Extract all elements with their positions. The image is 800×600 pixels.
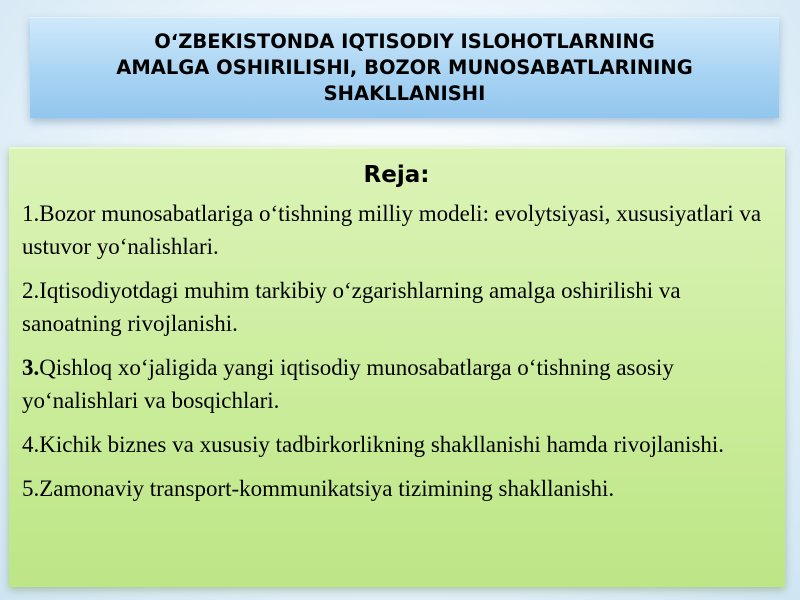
plan-item-number: 3. [22, 355, 40, 380]
plan-content-box [9, 147, 785, 587]
plan-item-1 [22, 197, 771, 263]
plan-item-2 [22, 274, 771, 340]
plan-item-text: Kichik biznes va xususiy tadbirkorlikning shakllanishi hamda rivojlanishi. [39, 432, 725, 457]
plan-item-number: 4. [22, 432, 40, 457]
plan-heading: Reja: [363, 162, 430, 188]
plan-item-text: Qishloq xoʻjaligida yangi iqtisodiy munosabatlarga oʻtishning asosiy yoʻnalishlari va bosqichlari. [22, 355, 674, 413]
plan-item-number: 5. [22, 476, 40, 501]
plan-item-number: 2. [22, 278, 40, 303]
slide-title-box [30, 17, 779, 118]
plan-item-text: Zamonaviy transport-kommunikatsiya tizimining shakllanishi. [39, 476, 615, 501]
plan-item-text: Bozor munosabatlariga oʻtishning milliy modeli: evolytsiyasi, xususiyatlari va ustuvor yoʻnalishlari. [22, 201, 762, 259]
plan-list [22, 197, 771, 505]
plan-item-number: 1. [22, 201, 40, 226]
plan-item-4 [22, 428, 771, 461]
plan-item-5 [22, 472, 771, 505]
plan-item-3 [22, 351, 771, 417]
slide-title: OʻZBEKISTONDA IQTISODIY ISLOHOTLARNING AMALGA OSHIRILISHI, BOZOR MUNOSABATLARINING SHAKLLANISHI [116, 30, 693, 105]
plan-item-text: Iqtisodiyotdagi muhim tarkibiy oʻzgarishlarning amalga oshirilishi va sanoatning rivojlanishi. [22, 278, 681, 336]
